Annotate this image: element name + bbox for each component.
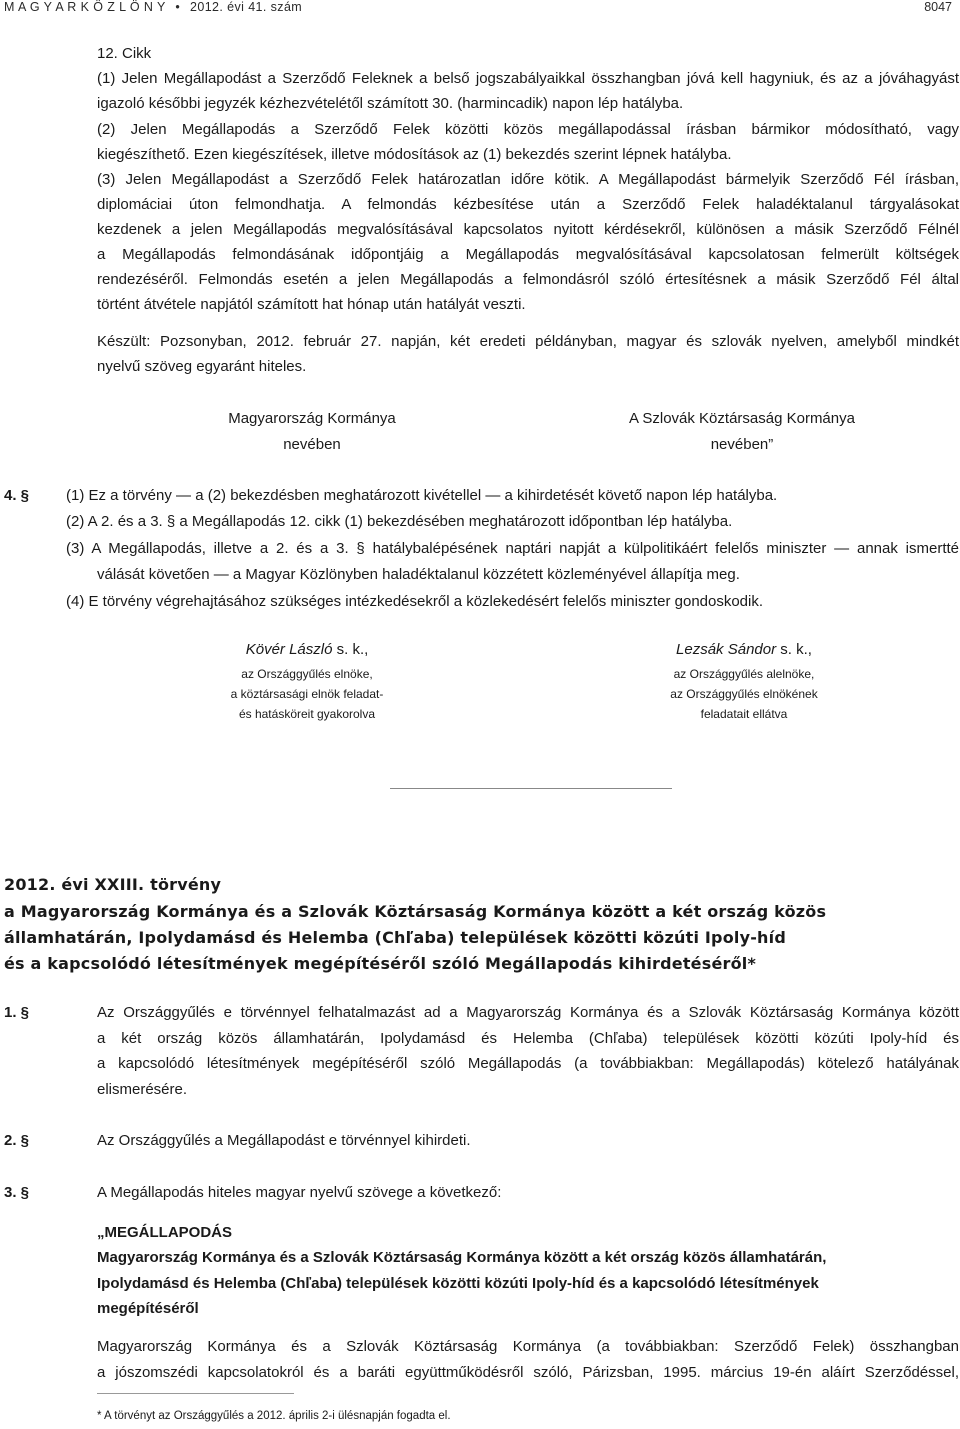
section2-number: 2. § — [4, 1132, 30, 1149]
agreement-heading-line2: Magyarország Kormánya és a Szlovák Köztársaság Kormánya között a két ország közös államhatárán, — [97, 1249, 827, 1266]
section1-line2: a két ország közös államhatárán, Ipolydamásd és Helemba (Chľaba) települések közötti közúti Ipoly-híd és — [97, 1030, 959, 1047]
section2-text: Az Országgyűlés a Megállapodást e törvénnyel kihirdeti. — [97, 1132, 471, 1149]
article12-para3-line1: (3) Jelen Megállapodást a Szerződő Felek határozatlan időre kötik. A Megállapodást bármelyik Szerződő Fél írásban, — [97, 171, 959, 188]
article12-para1-line2: igazoló későbbi jegyzék kézhezvételétől számított 30. (harmincadik) napon lép hatályba. — [97, 95, 684, 112]
agreement-preamble-line2: a jószomszédi kapcsolatokról és a baráti együttműködésről szóló, Párizsban, 1995. március 19-én aláírt Szerződéssel, — [97, 1364, 959, 1381]
gov-sk-line2: nevében” — [710, 436, 774, 453]
section4-number: 4. § — [4, 487, 30, 504]
journal-name: M A G Y A R K Ö Z L Ö N Y — [4, 0, 166, 14]
article12-para3-line3: kezdenek a jelen Megállapodás megvalósításával kapcsolatos nyitott kérdésekről, különösen a másik Szerződő Félnél — [97, 221, 959, 238]
section1-line4: elismerésére. — [97, 1081, 188, 1098]
agreement-heading-line1: „MEGÁLLAPODÁS — [97, 1224, 232, 1241]
section4-para1: (1) Ez a törvény — a (2) bekezdésben meghatározott kivétellel — a kihirdetését követő napon lép hatályba. — [66, 487, 778, 504]
law-title-line2: a Magyarország Kormánya és a Szlovák Köztársaság Kormánya között a két ország közös — [4, 902, 827, 921]
section3-text: A Megállapodás hiteles magyar nyelvű szövege a következő: — [97, 1184, 502, 1201]
article12-para3-line2: diplomáciai úton felmondhatja. A felmondás kézbesítése után a Szerződő Felek haladéktalanul tárgyalásokat — [97, 196, 959, 213]
section4-para3-line1: (3) A Megállapodás, illetve a 2. és a 3. § hatálybalépésének naptári napját a külpolitikáért felelős miniszter — annak ismertté — [66, 540, 959, 557]
page-number: 8047 — [924, 0, 952, 14]
section4-para2: (2) A 2. és a 3. § a Megállapodás 12. cikk (1) bekezdésében meghatározott időpontban lép hatályba. — [66, 513, 733, 530]
gov-hu-line2: nevében — [283, 436, 341, 453]
signature-right-name: Lezsák Sándor s. k., — [676, 641, 812, 658]
article12-para2-line1: (2) Jelen Megállapodás a Szerződő Felek közötti közös megállapodással írásban bármikor módosítható, vagy — [97, 121, 959, 138]
issue-number: 2012. évi 41. szám — [190, 0, 303, 14]
section1-number: 1. § — [4, 1004, 30, 1021]
law-title-line4: és a kapcsolódó létesítmények megépítéséről szóló Megállapodás kihirdetéséről* — [4, 954, 757, 973]
made-at-line2: nyelvű szöveg egyaránt hiteles. — [97, 358, 307, 375]
section4-para3-line2: válását követően — a Magyar Közlönyben haladéktalanul közzétett közleményével állapítja meg. — [97, 566, 740, 583]
made-at-line1: Készült: Pozsonyban, 2012. február 27. napján, két eredeti példányban, magyar és szlovák nyelven, amelyből mindkét — [97, 333, 959, 350]
article12-para2-line2: kiegészíthető. Ezen kiegészítések, illetve módosítások az (1) bekezdés szerint lépnek hatályba. — [97, 146, 732, 163]
signature-left-title3: és hatásköreit gyakorolva — [238, 707, 376, 721]
article-heading: 12. Cikk — [97, 45, 152, 62]
law-title-line1: 2012. évi XXIII. törvény — [4, 875, 222, 894]
article12-para1-line1: (1) Jelen Megállapodást a Szerződő Feleknek a belső jogszabályaikkal összhangban jóvá kell hagyniuk, és az a jóváhagyást — [97, 70, 959, 87]
section-divider — [390, 788, 672, 789]
footnote-rule — [97, 1393, 294, 1394]
article12-para3-line5: rendezéséről. Felmondás esetén a jelen Megállapodás a felmondásról szóló értesítésnek a másik Szerződő Fél által — [97, 271, 959, 288]
agreement-heading-line4: megépítéséről — [97, 1300, 199, 1317]
law-title-line3: államhatárán, Ipolydamásd és Helemba (Chľaba) települések közötti közúti Ipoly-híd — [4, 928, 786, 947]
bullet-separator: • — [175, 0, 181, 14]
page-header — [4, 0, 956, 14]
section1-line3: a kapcsolódó létesítmények megépítéséről szóló Megállapodás (a továbbiakban: Megállapodás) kötelező hatályának — [97, 1055, 959, 1072]
article12-para3-line6: történt átvétele napjától számított hat hónap után hatályát veszti. — [97, 296, 526, 313]
signature-right-title3: feladatait ellátva — [700, 707, 788, 721]
footnote: * A törvényt az Országgyűlés a 2012. április 2-i ülésnapján fogadta el. — [97, 1410, 451, 1422]
signature-left-name: Kövér László s. k., — [245, 641, 369, 658]
gov-sk-line1: A Szlovák Köztársaság Kormánya — [629, 410, 855, 427]
section3-number: 3. § — [4, 1184, 30, 1201]
signature-right-title1: az Országgyűlés alelnöke, — [673, 667, 815, 681]
agreement-preamble-line1: Magyarország Kormánya és a Szlovák Köztársaság Kormánya (a továbbiakban: Szerződő Felek) összhangban — [97, 1338, 959, 1355]
signature-right-title2: az Országgyűlés elnökének — [670, 687, 818, 701]
agreement-heading-line3: Ipolydamásd és Helemba (Chľaba) települések közötti közúti Ipoly-híd és a kapcsolódó létesítmények — [97, 1275, 819, 1292]
signature-left-title2: a köztársasági elnök feladat- — [230, 687, 384, 701]
section4-para4: (4) E törvény végrehajtásához szükséges intézkedésekről a közlekedésért felelős miniszter gondoskodik. — [66, 593, 764, 610]
gov-hu-line1: Magyarország Kormánya — [228, 410, 396, 427]
section1-line1: Az Országgyűlés e törvénnyel felhatalmazást ad a Magyarország Kormánya és a Szlovák Köztársaság Kormánya között — [97, 1004, 959, 1021]
article12-para3-line4: a Megállapodás felmondásának időpontjáig a Megállapodás megvalósításával kapcsolatosan felmerült költségek — [97, 246, 959, 263]
signature-left-title1: az Országgyűlés elnöke, — [241, 667, 373, 681]
